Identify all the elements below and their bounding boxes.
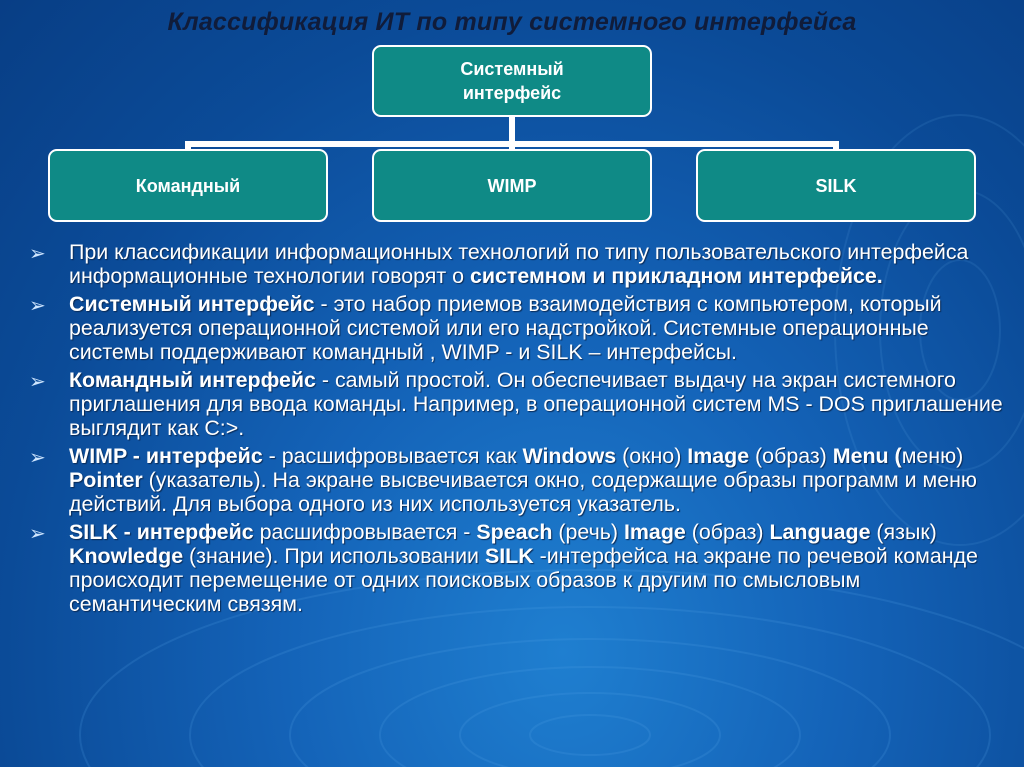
bullet-arrow-icon: ➢ [29,445,46,469]
bullet-arrow-icon: ➢ [29,241,46,265]
bullet-text: Командный интерфейс - самый простой. Он обеспечивает выдачу на экран системного приглашения для ввода команды. Например, в операционной систем MS - DOS приглашение выглядит как С:>. [69,368,1003,440]
bullet-item [25,444,1015,516]
bullet-item [25,240,1015,288]
root-node-line2: интерфейс [462,83,562,103]
bullet-text: WIMP - интерфейс - расшифровывается как Windows (окно) Image (образ) Menu (меню) Pointer (указатель). На экране высвечивается окно, содержащие образы программ и меню действий. Для выбора одного из них используется указатель. [69,444,977,516]
child-node-wimp-label: WIMP [487,175,537,196]
bullet-item [25,520,1015,616]
child-node-command-label: Командный [135,175,241,196]
bullet-arrow-icon: ➢ [29,369,46,393]
child-node-wimp [372,149,652,222]
bullet-arrow-icon: ➢ [29,521,46,545]
connector-root-down [509,117,515,144]
slide-title: Классификация ИТ по типу системного интерфейса [167,8,857,36]
bullet-text: При классификации информационных технологий по типу пользовательского интерфейса информационные технологии говорят о системном и прикладном интерфейсе. [69,240,969,288]
bullet-item [25,292,1015,364]
child-node-command [48,149,328,222]
bullet-list [25,240,1015,620]
bullet-text: SILK - интерфейс расшифровывается - Speach (речь) Image (образ) Language (язык) Knowledge (знание). При использовании SILK -интерфейса на экране по речевой команде происходит перемещение от одних поисковых образов к другим по смысловым семантическим связям. [69,520,978,616]
bullet-text: Системный интерфейс - это набор приемов взаимодействия с компьютером, который реализуется операционной системой или его надстройкой. Системные операционные системы поддерживают командный , WIMP - и SILK – интерфейсы. [69,292,942,364]
child-node-silk-label: SILK [815,175,857,196]
bullet-item [25,368,1015,440]
root-node-line1: Системный [460,59,564,79]
root-node-system-interface [372,45,652,117]
bullet-arrow-icon: ➢ [29,293,46,317]
child-node-silk [696,149,976,222]
